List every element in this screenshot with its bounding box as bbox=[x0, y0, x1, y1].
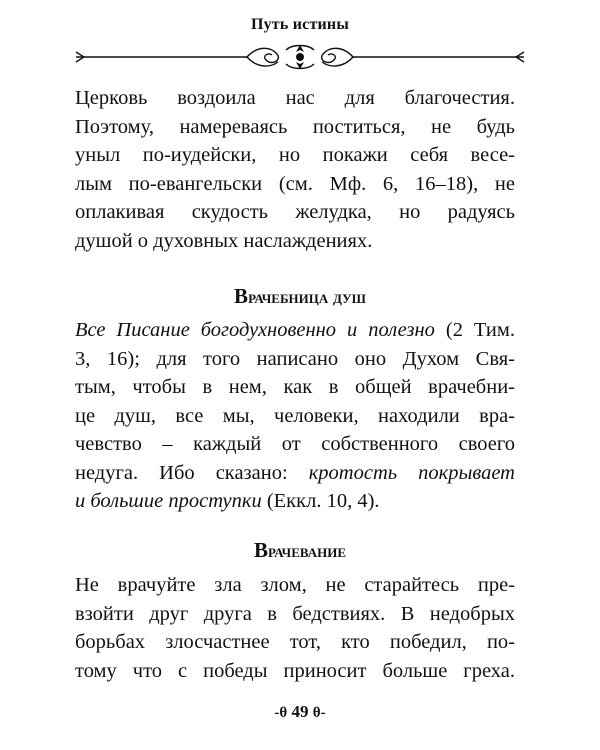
text-line: тым, чтобы в нем, как в общей врачебни- bbox=[75, 376, 515, 398]
text-line: Церковь воздоила нас для благочестия. bbox=[75, 87, 515, 109]
section-heading-vrachevanie: Врачевание bbox=[253, 538, 347, 562]
paragraph-healing bbox=[75, 571, 515, 685]
text-line: 3, 16); для того написано оно Духом Свя- bbox=[75, 347, 515, 370]
right-ornament-icon: θ- bbox=[312, 705, 326, 721]
text-line: взойти друг друга в бедствиях. В недобрых bbox=[75, 602, 515, 625]
text-line: оплакивая скудость желудка, но радуясь bbox=[75, 201, 515, 223]
paragraph-scripture bbox=[75, 316, 515, 516]
text-line: борьбах злосчастнее тот, кто победил, по- bbox=[75, 631, 515, 653]
text-line: це душ, все мы, человеки, находили вра- bbox=[75, 404, 515, 427]
text-line: лым по-евангельски (см. Мф. 6, 16–18), не bbox=[75, 172, 515, 195]
paragraph-fasting bbox=[75, 84, 515, 255]
running-header: Путь истины bbox=[250, 16, 350, 33]
text-line: Все Писание богодухновенно и полезно (2 Тим. bbox=[75, 319, 515, 341]
text-line: и большие проступки (Еккл. 10, 4). bbox=[75, 490, 380, 512]
text-line: уныл по-иудейски, но покажи себя весе- bbox=[75, 144, 515, 166]
left-ornament-icon: -θ bbox=[274, 705, 288, 721]
text-line: недуга. Ибо сказано: кротость покрывает bbox=[75, 461, 515, 484]
text-line: душой о духовных наслаждениях. bbox=[75, 229, 373, 252]
text-line: тому что с победы приносит больше греха. bbox=[75, 659, 515, 682]
page-number: 49 bbox=[291, 702, 309, 721]
text-line: чевство – каждый от собственного своего bbox=[75, 433, 515, 455]
text-line: Не врачуйте зла злом, не старайтесь пре- bbox=[75, 574, 515, 596]
decorative-divider-ornament bbox=[72, 40, 528, 74]
text-line: Поэтому, намереваясь поститься, не будь bbox=[75, 115, 515, 138]
page-footer bbox=[0, 702, 600, 722]
section-heading-vrachebnitsa: Врачебница душ bbox=[234, 284, 366, 308]
